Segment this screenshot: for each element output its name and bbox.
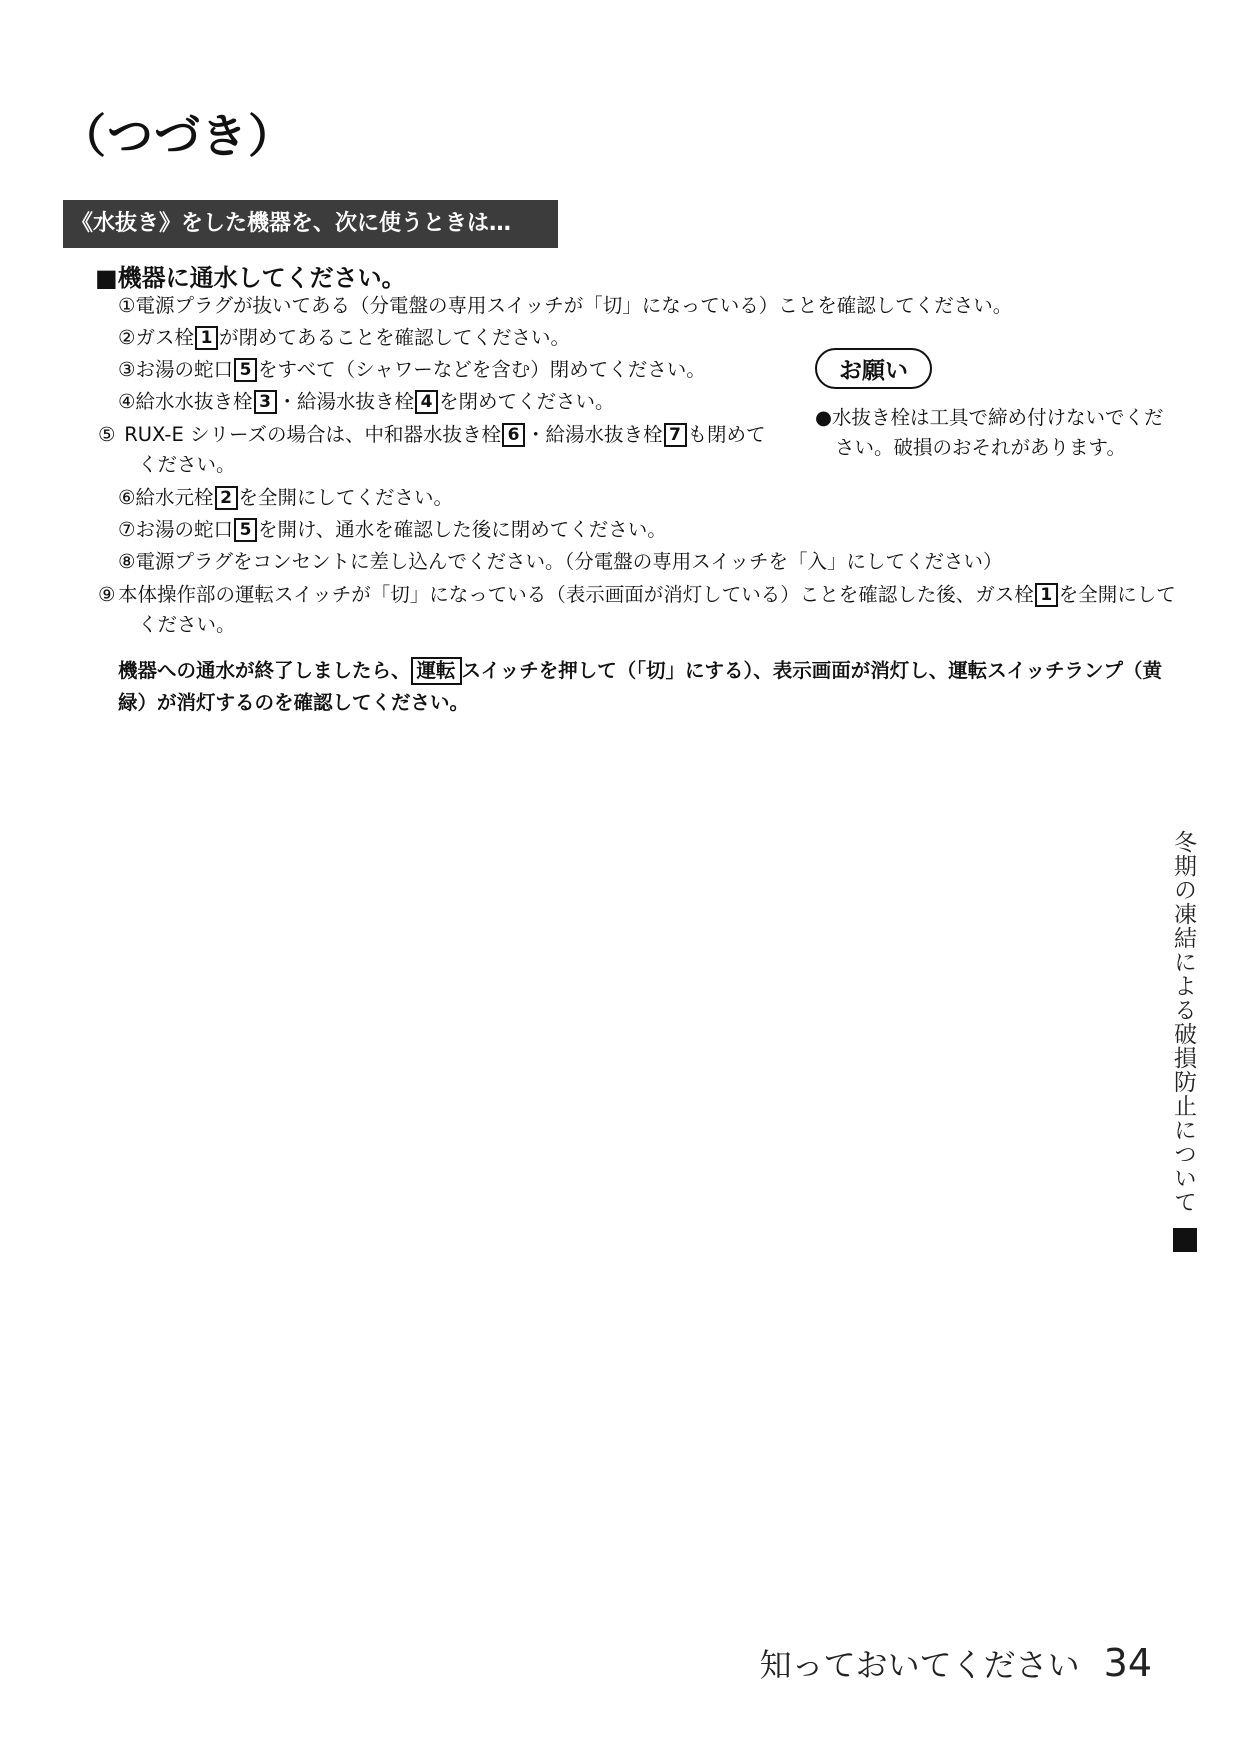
part-number-box: 2 [215, 486, 238, 510]
step-4: ④給水水抜き栓 3 ・給湯水抜き栓 4 を閉めてください。 [118, 390, 615, 413]
notice-box [815, 348, 1175, 463]
part-number-box: 5 [234, 518, 257, 542]
part-number-box: 1 [1035, 583, 1058, 607]
closing-instruction: 機器への通水が終了しましたら、 運転 スイッチを押して（「切」にする）、表示画面が消灯し、運転スイッチランプ（黄緑）が消灯するのを確認してください。 [118, 659, 1162, 714]
step-8: ⑧電源プラグをコンセントに差し込んでください。（分電盤の専用スイッチを「入」にしてください） [118, 550, 1003, 573]
chapter-marker-square [1173, 1228, 1197, 1252]
notice-label: お願い [815, 348, 932, 389]
chapter-side-tab: 冬期の凍結による破損防止について [1170, 830, 1196, 1214]
step-7: ⑦お湯の蛇口 5 を開け、通水を確認した後に閉めてください。 [118, 518, 667, 541]
subheading: ■機器に通水してください。 [95, 264, 406, 292]
part-number-box: 1 [195, 326, 218, 350]
continuation-title: （つづき） [60, 109, 295, 163]
step-6: ⑥給水元栓 2 を全開にしてください。 [118, 486, 454, 509]
part-number-box: 7 [664, 423, 687, 447]
notice-text: ●水抜き栓は工具で締め付けないでください。破損のおそれがあります。 [815, 406, 1164, 459]
page-footer [760, 1640, 1152, 1686]
run-switch-key: 運転 [411, 657, 462, 685]
part-number-box: 3 [254, 390, 277, 414]
footer-label: 知っておいてください [759, 1646, 1080, 1684]
section-heading-bar: 《水抜き》をした機器を、次に使うときは… [63, 200, 558, 248]
part-number-box: 6 [502, 423, 525, 447]
part-number-box: 5 [234, 358, 257, 382]
step-1: ①電源プラグが抜いてある（分電盤の専用スイッチが「切」になっている）ことを確認してください。 [118, 294, 1013, 317]
part-number-box: 4 [415, 390, 438, 414]
step-3: ③お湯の蛇口 5 をすべて（シャワーなどを含む）閉めてください。 [118, 358, 706, 381]
step-5: ⑤ RUX-E シリーズの場合は、中和器水抜き栓 6 ・給湯水抜き栓 7 も閉めてください。 [98, 423, 766, 476]
step-9: ⑨ 本体操作部の運転スイッチが「切」になっている（表示画面が消灯している）ことを確認した後、ガス栓 1 を全開にしてください。 [98, 583, 1176, 636]
step-2: ②ガス栓 1 が閉めてあることを確認してください。 [118, 326, 571, 349]
page-number: 34 [1103, 1641, 1152, 1685]
